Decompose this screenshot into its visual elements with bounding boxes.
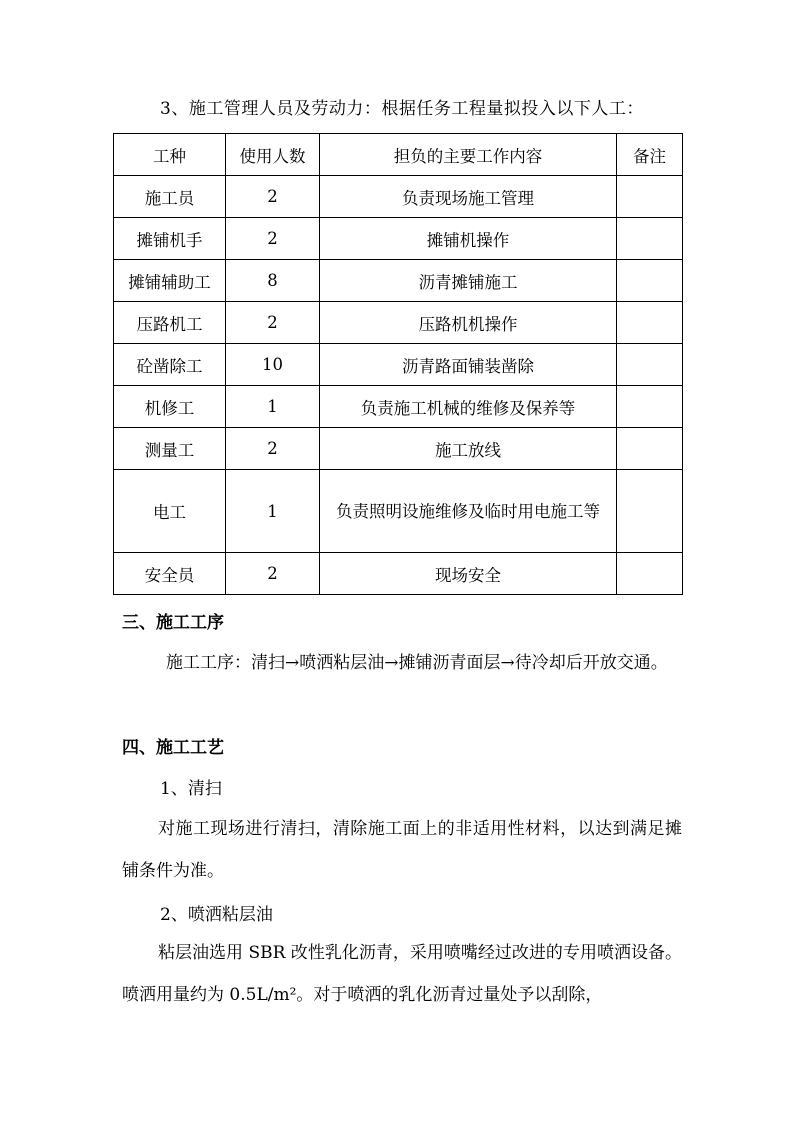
cleaning-paragraph: 对施工现场进行清扫，清除施工面上的非适用性材料，以达到满足摊铺条件为准。 (122, 819, 682, 881)
cell-type: 摊铺辅助工 (114, 260, 226, 302)
cell-note (617, 553, 683, 595)
section-heading-procedure: 三、施工工序 (122, 613, 224, 633)
table-header-row (114, 134, 683, 176)
cell-duty: 现场安全 (320, 553, 617, 595)
cell-type: 砼凿除工 (114, 344, 226, 386)
cell-count: 1 (226, 386, 320, 428)
table-row (114, 302, 683, 344)
cell-type: 压路机工 (114, 302, 226, 344)
cell-duty: 沥青摊铺施工 (320, 260, 617, 302)
table-row (114, 344, 683, 386)
table-row (114, 176, 683, 218)
header-duty: 担负的主要工作内容 (320, 134, 617, 176)
labor-intro-line: 3、施工管理人员及劳动力：根据任务工程量拟投入以下人工： (160, 99, 644, 119)
table-row (114, 553, 683, 595)
cell-note (617, 260, 683, 302)
header-count: 使用人数 (226, 134, 320, 176)
table-row (114, 260, 683, 302)
cell-note (617, 428, 683, 470)
cell-count: 1 (226, 470, 320, 553)
cell-count: 2 (226, 302, 320, 344)
cell-note (617, 344, 683, 386)
table-row (114, 470, 683, 553)
cell-type: 机修工 (114, 386, 226, 428)
cell-duty: 压路机机操作 (320, 302, 617, 344)
cell-note (617, 302, 683, 344)
cell-count: 2 (226, 176, 320, 218)
cell-type: 电工 (114, 470, 226, 553)
cell-type: 摊铺机手 (114, 218, 226, 260)
cell-note (617, 176, 683, 218)
cell-duty: 沥青路面铺装凿除 (320, 344, 617, 386)
cell-note (617, 386, 683, 428)
header-note: 备注 (617, 134, 683, 176)
header-type: 工种 (114, 134, 226, 176)
cell-count: 10 (226, 344, 320, 386)
tack-coat-paragraph: 粘层油选用 SBR 改性乳化沥青，采用喷嘴经过改进的专用喷洒设备。喷洒用量约为 0.5L/m²。对于喷洒的乳化沥青过量处予以刮除， (122, 943, 682, 1005)
cell-duty: 负责照明设施维修及临时用电施工等 (320, 470, 617, 553)
cell-count: 2 (226, 218, 320, 260)
cell-type: 施工员 (114, 176, 226, 218)
cell-count: 8 (226, 260, 320, 302)
cell-duty: 负责施工机械的维修及保养等 (320, 386, 617, 428)
table-row (114, 218, 683, 260)
labor-table (113, 133, 683, 595)
cell-duty: 负责现场施工管理 (320, 176, 617, 218)
subheading-cleaning: 1、清扫 (160, 779, 222, 799)
cell-count: 2 (226, 553, 320, 595)
subheading-tack-coat: 2、喷洒粘层油 (160, 905, 273, 925)
cell-note (617, 218, 683, 260)
cell-note (617, 470, 683, 553)
procedure-paragraph: 施工工序：清扫→喷洒粘层油→摊铺沥青面层→待冷却后开放交通。 (166, 653, 668, 673)
cell-duty: 摊铺机操作 (320, 218, 617, 260)
section-heading-technique: 四、施工工艺 (122, 738, 224, 758)
cell-count: 2 (226, 428, 320, 470)
table-row (114, 428, 683, 470)
cell-type: 测量工 (114, 428, 226, 470)
table-row (114, 386, 683, 428)
cell-duty: 施工放线 (320, 428, 617, 470)
cell-type: 安全员 (114, 553, 226, 595)
